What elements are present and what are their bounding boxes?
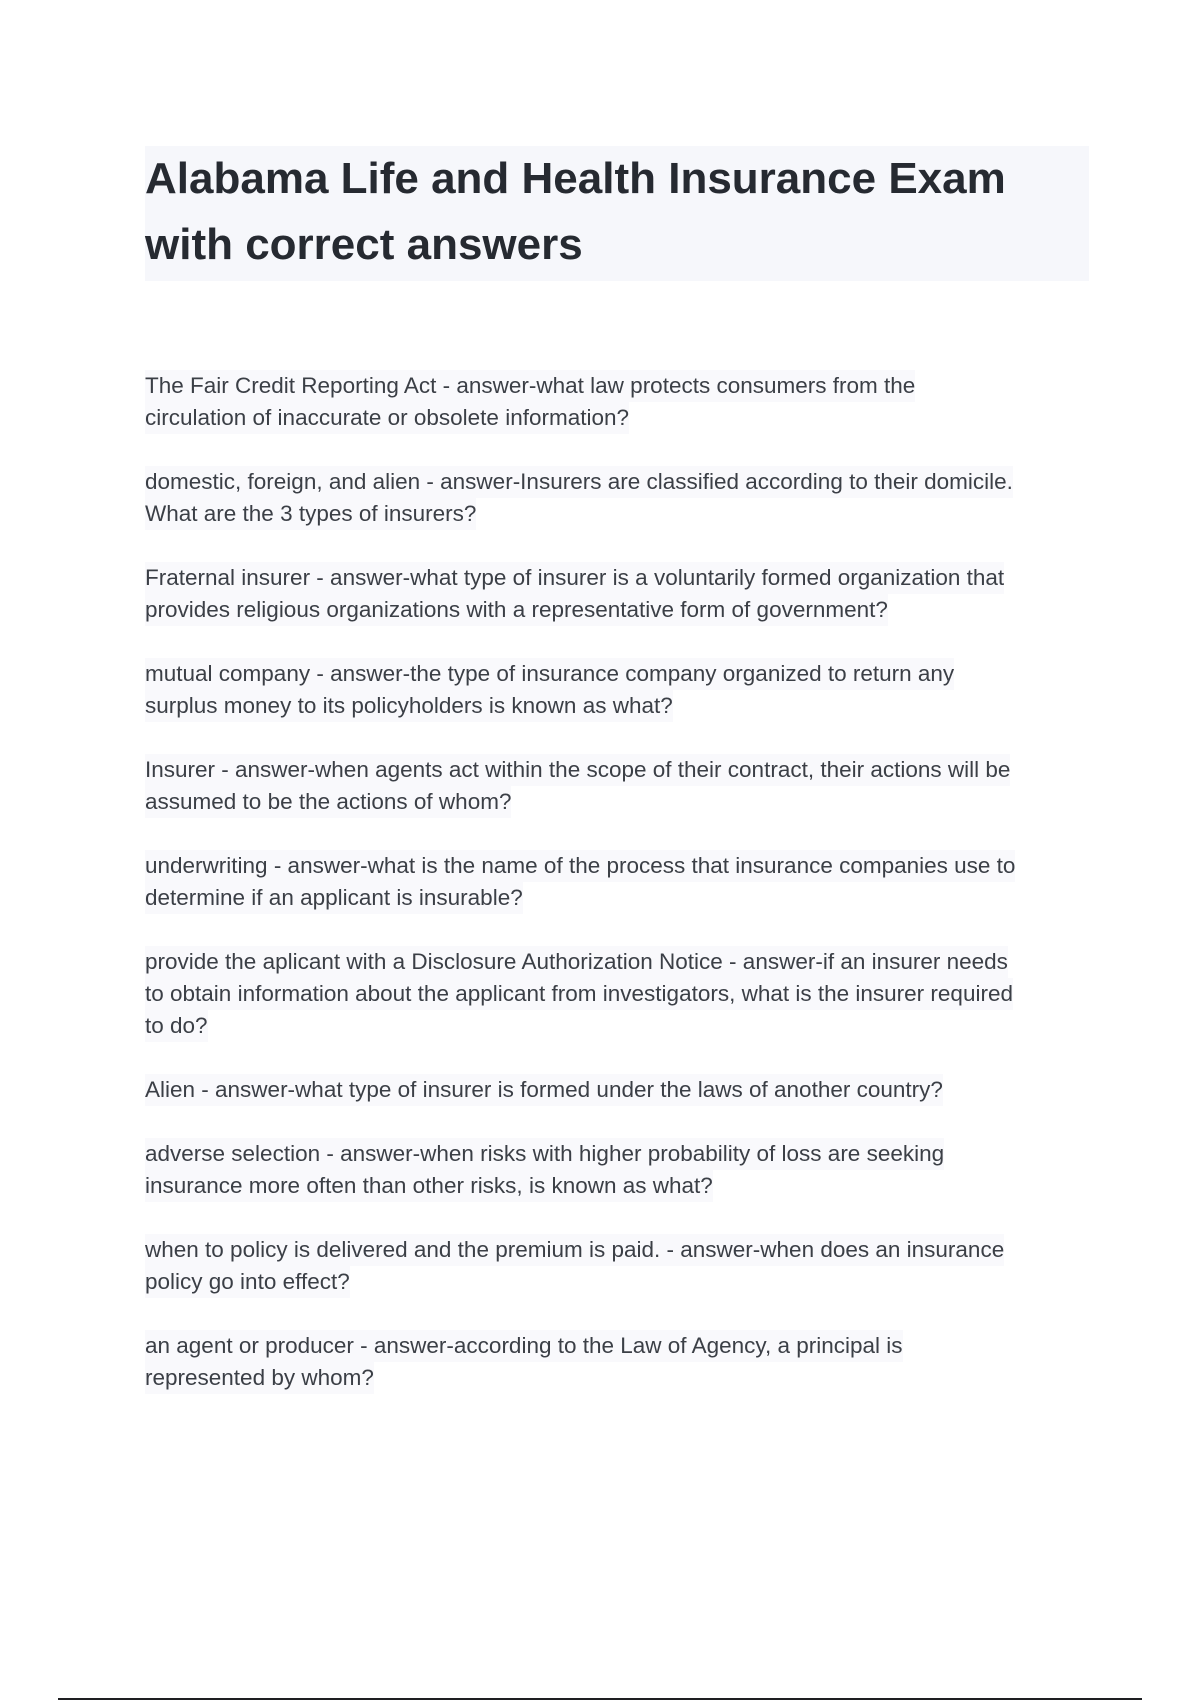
title-line-1: Alabama Life and Health Insurance Exam	[145, 154, 1006, 203]
qa-item	[145, 562, 1089, 626]
page-title	[145, 146, 1089, 281]
qa-line: determine if an applicant is insurable?	[145, 882, 523, 914]
qa-item	[145, 1138, 1089, 1202]
qa-item	[145, 1330, 1089, 1394]
qa-item	[145, 850, 1089, 914]
qa-line: policy go into effect?	[145, 1266, 350, 1298]
qa-item	[145, 754, 1089, 818]
qa-item	[145, 946, 1089, 1042]
qa-line: provides religious organizations with a representative form of government?	[145, 594, 888, 626]
qa-line: circulation of inaccurate or obsolete information?	[145, 402, 629, 434]
qa-line: to do?	[145, 1010, 208, 1042]
qa-line: insurance more often than other risks, is known as what?	[145, 1170, 713, 1202]
qa-line: to obtain information about the applicant from investigators, what is the insurer required	[145, 978, 1013, 1010]
qa-line: The Fair Credit Reporting Act - answer-what law protects consumers from the	[145, 370, 915, 402]
qa-item	[145, 466, 1089, 530]
qa-line: assumed to be the actions of whom?	[145, 786, 511, 818]
qa-line: underwriting - answer-what is the name of the process that insurance companies use to	[145, 850, 1015, 882]
qa-line: provide the aplicant with a Disclosure Authorization Notice - answer-if an insurer needs	[145, 946, 1008, 978]
qa-line: What are the 3 types of insurers?	[145, 498, 476, 530]
qa-line: Fraternal insurer - answer-what type of insurer is a voluntarily formed organization that	[145, 562, 1004, 594]
qa-line: Insurer - answer-when agents act within the scope of their contract, their actions will be	[145, 754, 1010, 786]
qa-line: domestic, foreign, and alien - answer-Insurers are classified according to their domicile.	[145, 466, 1013, 498]
qa-item	[145, 370, 1089, 434]
qa-line: surplus money to its policyholders is known as what?	[145, 690, 673, 722]
qa-line: represented by whom?	[145, 1362, 374, 1394]
qa-line: when to policy is delivered and the premium is paid. - answer-when does an insurance	[145, 1234, 1004, 1266]
qa-line: an agent or producer - answer-according to the Law of Agency, a principal is	[145, 1330, 903, 1362]
qa-line: mutual company - answer-the type of insurance company organized to return any	[145, 658, 954, 690]
qa-list	[145, 370, 1089, 1426]
qa-item	[145, 1234, 1089, 1298]
qa-line: adverse selection - answer-when risks with higher probability of loss are seeking	[145, 1138, 944, 1170]
qa-line: Alien - answer-what type of insurer is formed under the laws of another country?	[145, 1074, 943, 1106]
qa-item	[145, 658, 1089, 722]
title-line-2: with correct answers	[145, 220, 583, 269]
qa-item	[145, 1074, 1089, 1106]
